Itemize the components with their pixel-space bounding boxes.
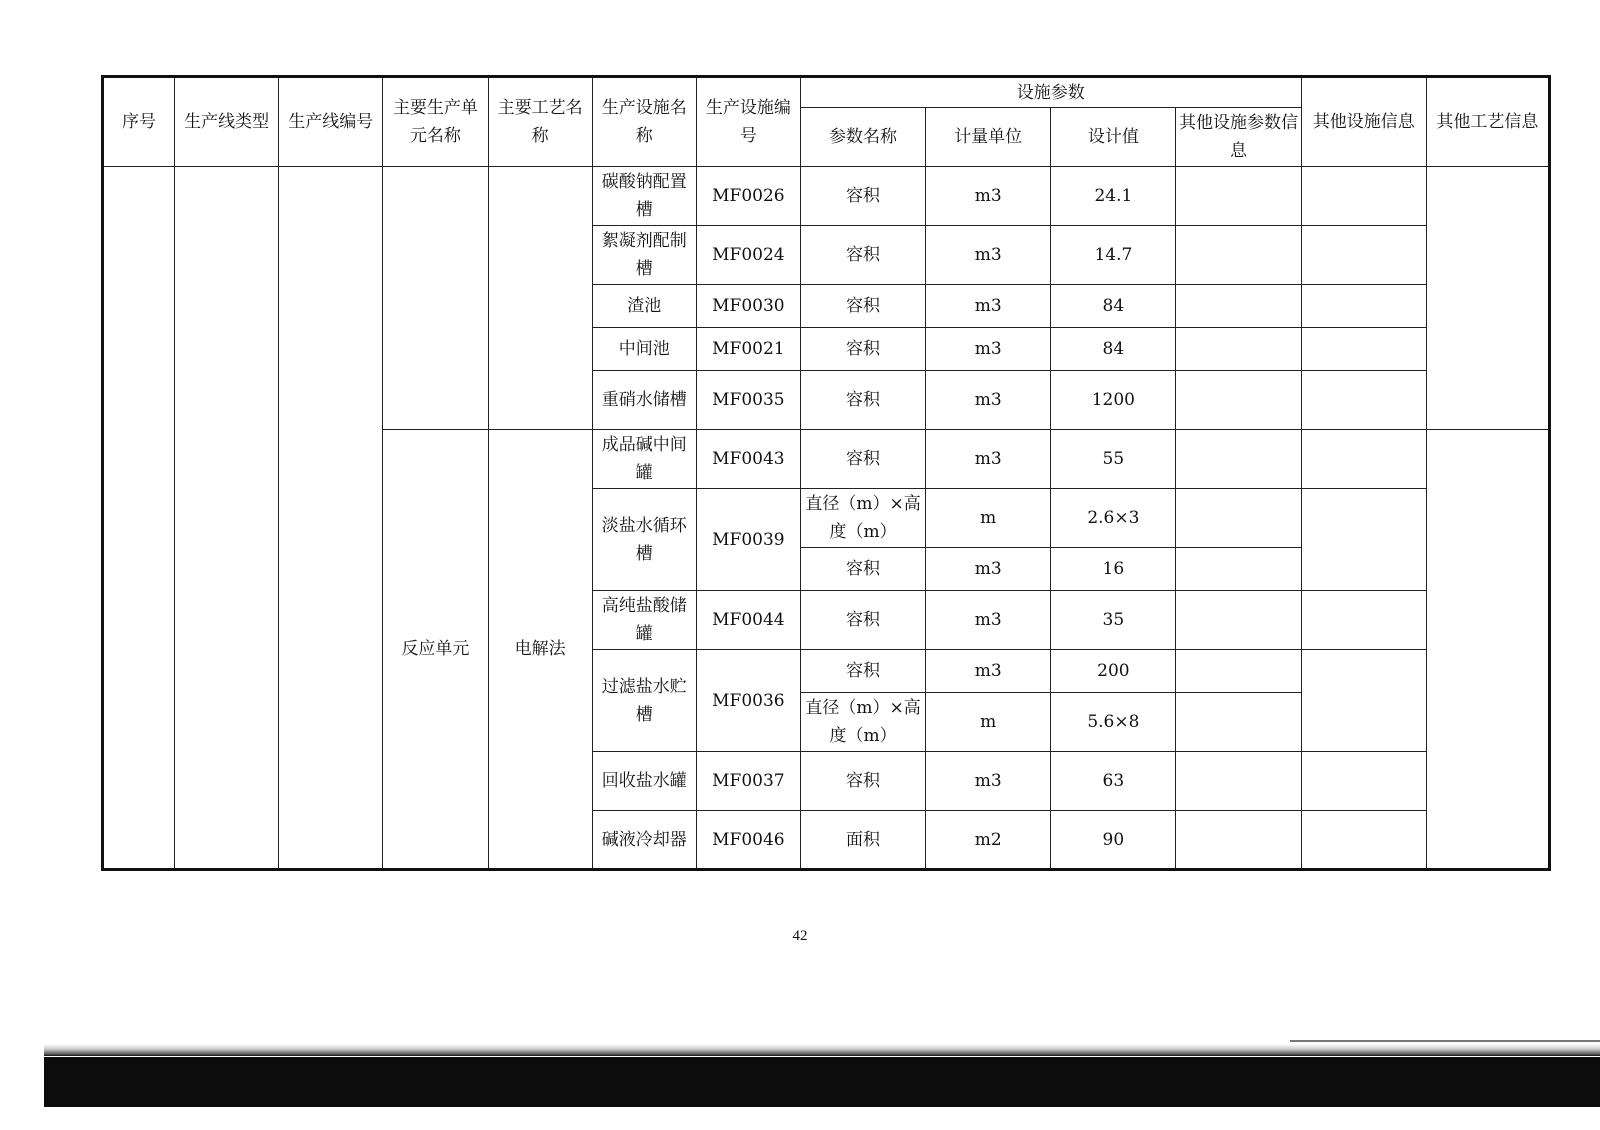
design-value-cell: 2.6×3 — [1051, 489, 1176, 548]
facility-name-cell: 成品碱中间罐 — [592, 430, 696, 489]
header-unit: 计量单位 — [926, 108, 1051, 167]
facility-name-cell: 碱液冷却器 — [592, 811, 696, 870]
param-name-cell: 容积 — [800, 285, 925, 328]
unit-cell: m3 — [926, 226, 1051, 285]
other-process-cell — [1426, 430, 1549, 870]
other-facility-cell — [1301, 328, 1426, 371]
facility-code-cell: MF0024 — [696, 226, 800, 285]
other-facility-cell — [1301, 752, 1426, 811]
design-value-cell: 84 — [1051, 285, 1176, 328]
facility-name-cell: 碳酸钠配置槽 — [592, 167, 696, 226]
table-row — [103, 167, 1550, 226]
param-name-cell: 容积 — [800, 650, 925, 693]
other-params-cell — [1176, 811, 1301, 870]
scan-border-bar — [44, 1057, 1600, 1107]
line-type-cell — [175, 167, 279, 870]
header-process-name: 主要工艺名称 — [488, 77, 592, 167]
unit-name-cell: 反应单元 — [383, 430, 488, 870]
unit-cell: m2 — [926, 811, 1051, 870]
facility-code-cell: MF0046 — [696, 811, 800, 870]
facility-name-cell: 中间池 — [592, 328, 696, 371]
header-line-type: 生产线类型 — [175, 77, 279, 167]
header-other-facility: 其他设施信息 — [1301, 77, 1426, 167]
facility-code-cell: MF0037 — [696, 752, 800, 811]
design-value-cell: 1200 — [1051, 371, 1176, 430]
unit-cell: m3 — [926, 167, 1051, 226]
header-other-params: 其他设施参数信息 — [1176, 108, 1301, 167]
other-params-cell — [1176, 167, 1301, 226]
other-params-cell — [1176, 591, 1301, 650]
facility-code-cell: MF0026 — [696, 167, 800, 226]
header-params-group: 设施参数 — [800, 77, 1301, 108]
unit-cell: m — [926, 489, 1051, 548]
unit-cell: m3 — [926, 371, 1051, 430]
other-params-cell — [1176, 285, 1301, 328]
other-facility-cell — [1301, 650, 1426, 752]
other-facility-cell — [1301, 167, 1426, 226]
other-params-cell — [1176, 328, 1301, 371]
unit-cell: m — [926, 693, 1051, 752]
other-facility-cell — [1301, 489, 1426, 591]
line-no-cell — [279, 167, 383, 870]
scan-edge-shadow — [44, 1044, 1600, 1056]
header-design-value: 设计值 — [1051, 108, 1176, 167]
param-name-cell: 容积 — [800, 167, 925, 226]
design-value-cell: 16 — [1051, 548, 1176, 591]
design-value-cell: 55 — [1051, 430, 1176, 489]
unit-cell: m3 — [926, 285, 1051, 328]
design-value-cell: 5.6×8 — [1051, 693, 1176, 752]
design-value-cell: 14.7 — [1051, 226, 1176, 285]
other-facility-cell — [1301, 591, 1426, 650]
header-unit-name: 主要生产单元名称 — [383, 77, 488, 167]
design-value-cell: 63 — [1051, 752, 1176, 811]
param-name-cell: 容积 — [800, 328, 925, 371]
other-facility-cell — [1301, 226, 1426, 285]
process-name-cell: 电解法 — [488, 430, 592, 870]
page-number: 42 — [792, 928, 808, 944]
facility-code-cell: MF0035 — [696, 371, 800, 430]
facility-name-cell: 淡盐水循环槽 — [592, 489, 696, 591]
design-value-cell: 90 — [1051, 811, 1176, 870]
unit-cell: m3 — [926, 548, 1051, 591]
param-name-cell: 容积 — [800, 752, 925, 811]
unit-cell: m3 — [926, 752, 1051, 811]
other-params-cell — [1176, 548, 1301, 591]
seq-cell — [103, 167, 175, 870]
table-header — [103, 77, 1550, 167]
facility-name-cell: 渣池 — [592, 285, 696, 328]
table-body — [103, 167, 1550, 870]
facility-name-cell: 回收盐水罐 — [592, 752, 696, 811]
facility-code-cell: MF0044 — [696, 591, 800, 650]
facility-code-cell: MF0021 — [696, 328, 800, 371]
header-facility-code: 生产设施编号 — [696, 77, 800, 167]
header-other-process: 其他工艺信息 — [1426, 77, 1549, 167]
param-name-cell: 容积 — [800, 226, 925, 285]
design-value-cell: 84 — [1051, 328, 1176, 371]
facility-name-cell: 高纯盐酸储罐 — [592, 591, 696, 650]
param-name-cell: 直径（m）×高度（m） — [800, 693, 925, 752]
header-facility-name: 生产设施名称 — [592, 77, 696, 167]
other-facility-cell — [1301, 811, 1426, 870]
facility-code-cell: MF0036 — [696, 650, 800, 752]
param-name-cell: 容积 — [800, 430, 925, 489]
design-value-cell: 35 — [1051, 591, 1176, 650]
facility-table — [101, 75, 1551, 871]
other-params-cell — [1176, 693, 1301, 752]
design-value-cell: 200 — [1051, 650, 1176, 693]
other-params-cell — [1176, 226, 1301, 285]
facility-name-cell: 絮凝剂配制槽 — [592, 226, 696, 285]
other-params-cell — [1176, 489, 1301, 548]
other-params-cell — [1176, 752, 1301, 811]
param-name-cell: 容积 — [800, 548, 925, 591]
facility-code-cell: MF0043 — [696, 430, 800, 489]
unit-cell: m3 — [926, 591, 1051, 650]
unit-cell: m3 — [926, 328, 1051, 371]
other-facility-cell — [1301, 285, 1426, 328]
other-params-cell — [1176, 371, 1301, 430]
other-params-cell — [1176, 430, 1301, 489]
facility-name-cell: 重硝水储槽 — [592, 371, 696, 430]
param-name-cell: 面积 — [800, 811, 925, 870]
other-facility-cell — [1301, 371, 1426, 430]
unit-cell: m3 — [926, 430, 1051, 489]
header-line-no: 生产线编号 — [279, 77, 383, 167]
header-seq: 序号 — [103, 77, 175, 167]
facility-code-cell: MF0039 — [696, 489, 800, 591]
unit-name-cell — [383, 167, 488, 430]
other-facility-cell — [1301, 430, 1426, 489]
design-value-cell: 24.1 — [1051, 167, 1176, 226]
other-process-cell — [1426, 167, 1549, 430]
header-param-name: 参数名称 — [800, 108, 925, 167]
param-name-cell: 直径（m）×高度（m） — [800, 489, 925, 548]
process-name-cell — [488, 167, 592, 430]
facility-name-cell: 过滤盐水贮槽 — [592, 650, 696, 752]
other-params-cell — [1176, 650, 1301, 693]
param-name-cell: 容积 — [800, 371, 925, 430]
scan-artifact-line — [1290, 1040, 1600, 1042]
param-name-cell: 容积 — [800, 591, 925, 650]
facility-code-cell: MF0030 — [696, 285, 800, 328]
unit-cell: m3 — [926, 650, 1051, 693]
